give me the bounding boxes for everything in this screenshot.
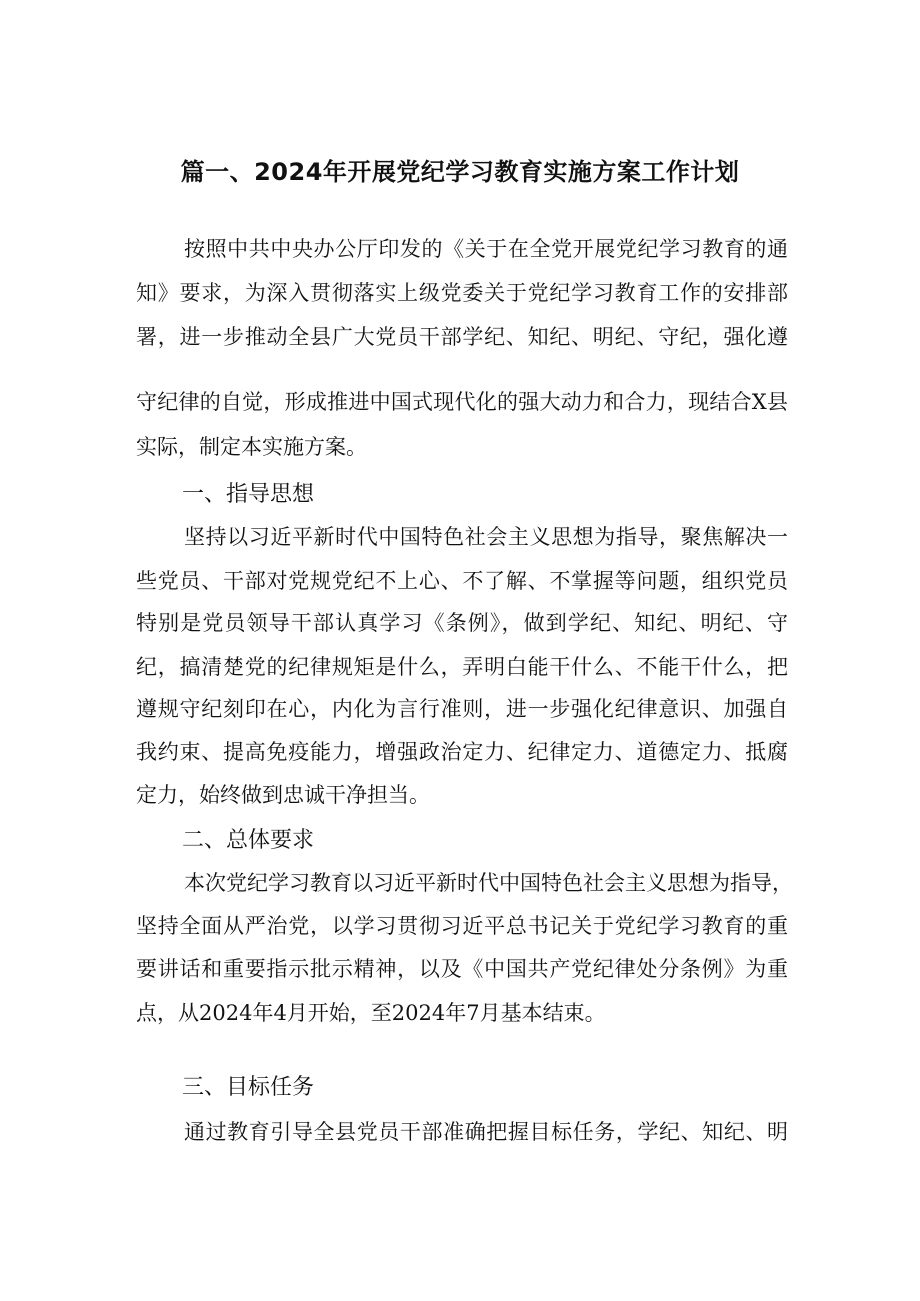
section2-line: 坚持全面从严治党，以学习贯彻习近平总书记关于党纪学习教育的重	[136, 914, 788, 938]
section1-line: 遵规守纪刻印在心，内化为言行准则，进一步强化纪律意识、加强自	[136, 697, 788, 721]
section1-line: 纪，搞清楚党的纪律规矩是什么，弄明白能干什么、不能干什么，把	[136, 655, 788, 679]
section2-line: 要讲话和重要指示批示精神，以及《中国共产党纪律处分条例》为重	[136, 957, 788, 981]
section1-line: 我约束、提高免疫能力，增强政治定力、纪律定力、道德定力、抵腐	[136, 740, 788, 764]
section-heading-guiding-thought: 一、指导思想	[182, 482, 315, 507]
intro-line: 按照中共中央办公厅印发的《关于在全党开展党纪学习教育的通	[184, 237, 788, 261]
section-heading-overall-requirements: 二、总体要求	[182, 828, 315, 853]
section-heading-goals-tasks: 三、目标任务	[182, 1075, 315, 1100]
section1-line: 特别是党员领导干部认真学习《条例》，做到学纪、知纪、明纪、守	[136, 611, 788, 635]
intro-line: 署，进一步推动全县广大党员干部学纪、知纪、明纪、守纪，强化遵	[136, 325, 788, 349]
section1-line: 些党员、干部对党规党纪不上心、不了解、不掌握等问题，组织党员	[136, 569, 788, 593]
intro-line: 实际，制定本实施方案。	[136, 435, 367, 459]
section3-line: 通过教育引导全县党员干部准确把握目标任务，学纪、知纪、明	[184, 1120, 788, 1144]
section1-line: 定力，始终做到忠诚干净担当。	[136, 783, 430, 807]
section2-line: 本次党纪学习教育以习近平新时代中国特色社会主义思想为指导，	[184, 871, 793, 895]
intro-line: 守纪律的自觉，形成推进中国式现代化的强大动力和合力，现结合X县	[136, 390, 788, 414]
section2-line: 点，从2024年4月开始，至2024年7月基本结束。	[136, 1001, 606, 1025]
section1-line: 坚持以习近平新时代中国特色社会主义思想为指导，聚焦解决一	[184, 525, 788, 549]
document-title: 篇一、2024年开展党纪学习教育实施方案工作计划	[180, 158, 740, 186]
intro-line: 知》要求，为深入贯彻落实上级党委关于党纪学习教育工作的安排部	[136, 281, 788, 305]
